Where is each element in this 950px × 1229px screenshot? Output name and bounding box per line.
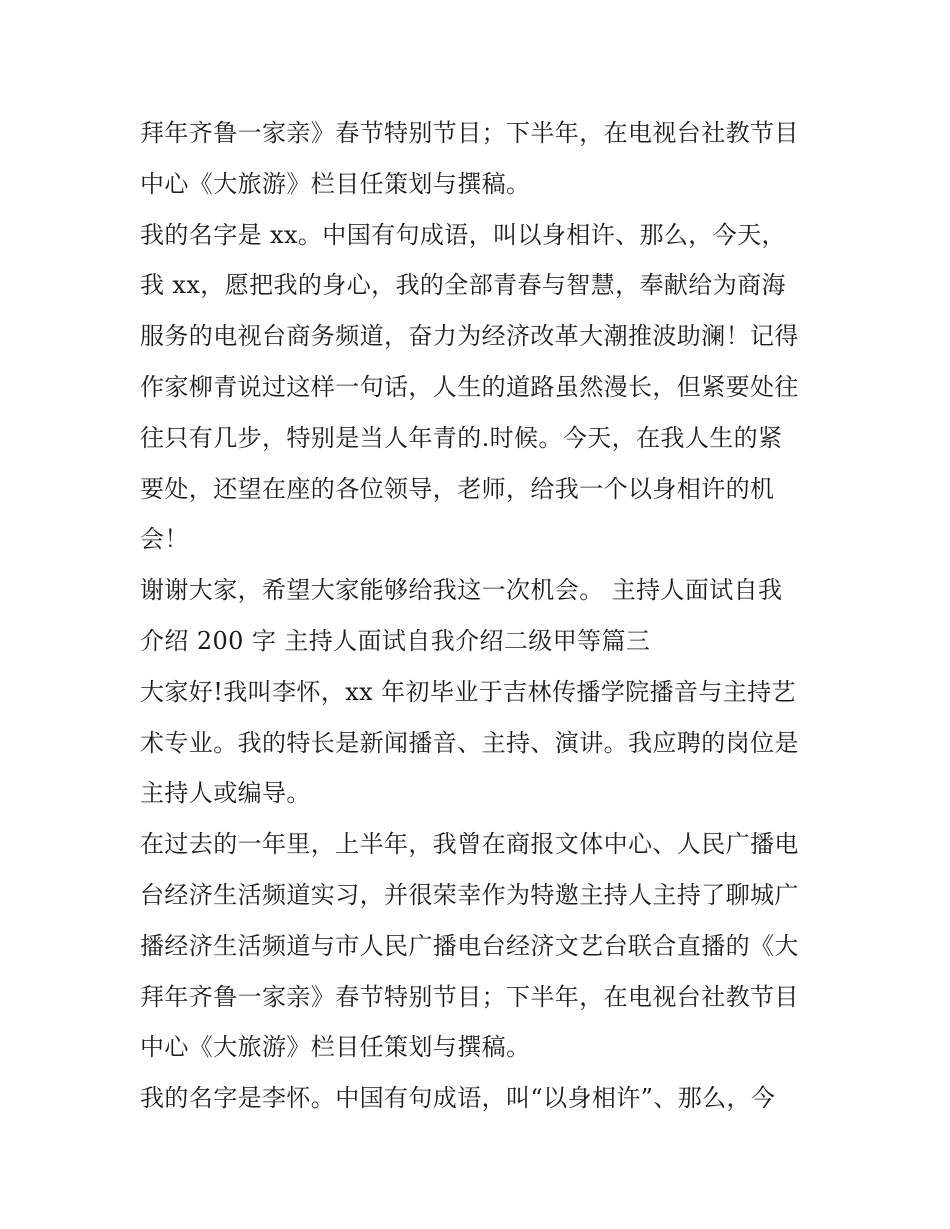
text-line: 台经济生活频道实习，并很荣幸作为特邀主持人主持了聊城广 [140,880,799,909]
text-line: 介绍 200 字 主持人面试自我介绍二级甲等篇三 [140,626,651,655]
text-line: 拜年齐鲁一家亲》春节特别节目；下半年，在电视台社教节目 [140,982,799,1011]
text-line: 我的名字是李怀。中国有句成语，叫“以身相许”、那么，今 [140,1084,776,1113]
text-line: 作家柳青说过这样一句话，人生的道路虽然漫长，但紧要处往 [140,372,799,401]
text-line: 中心《大旅游》栏目任策划与撰稿。 [140,169,531,198]
text-line: 我 xx，愿把我的身心，我的全部青春与智慧，奉献给为商海 [140,271,786,300]
text-line: 中心《大旅游》栏目任策划与撰稿。 [140,1033,531,1062]
text-line: 播经济生活频道与市人民广播电台经济文艺台联合直播的《大 [140,931,799,960]
text-line: 我的名字是 xx。中国有句成语，叫以身相许、那么，今天， [140,220,786,249]
text-line: 要处，还望在座的各位领导，老师，给我一个以身相许的机 [140,474,775,503]
text-line: 往只有几步，特别是当人年青的.时候。今天，在我人生的紧 [140,423,783,452]
document-body [140,108,820,1124]
text-line: 大家好!我叫李怀，xx 年初毕业于吉林传播学院播音与主持艺 [140,677,796,706]
text-line: 主持人或编导。 [140,779,311,808]
text-line: 谢谢大家，希望大家能够给我这一次机会。 主持人面试自我 [140,576,783,605]
text-line: 会！ [140,525,189,554]
text-line: 拜年齐鲁一家亲》春节特别节目；下半年，在电视台社教节目 [140,119,799,147]
text-line: 术专业。我的特长是新闻播音、主持、演讲。我应聘的岗位是 [140,728,799,757]
text-line: 在过去的一年里，上半年，我曾在商报文体中心、人民广播电 [140,830,799,859]
text-line: 服务的电视台商务频道，奋力为经济改革大潮推波助澜！记得 [140,322,799,351]
